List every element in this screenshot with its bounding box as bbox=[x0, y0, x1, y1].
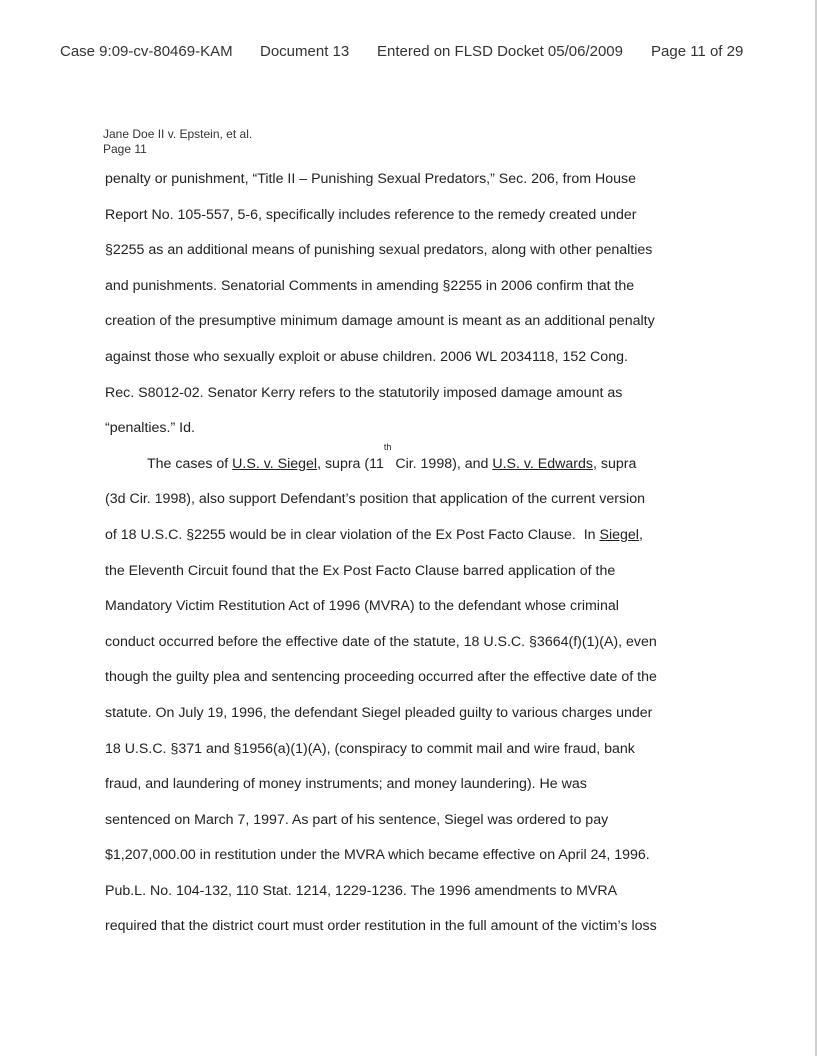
case-citation-siegel: U.S. v. Siegel bbox=[232, 455, 318, 472]
text-line: penalty or punishment, “Title II – Punishing Sexual Predators,” Sec. 206, from House bbox=[105, 171, 636, 187]
text-line: conduct occurred before the effective date of the statute, 18 U.S.C. §3664(f)(1)(A), even bbox=[105, 633, 657, 650]
caption-page: Page 11 bbox=[103, 142, 147, 156]
text-line: sentenced on March 7, 1997. As part of his sentence, Siegel was ordered to pay bbox=[105, 811, 609, 828]
text-line: (3d Cir. 1998), also support Defendant’s position that application of the current version bbox=[105, 491, 645, 508]
text-line: Rec. S8012-02. Senator Kerry refers to the statutorily imposed damage amount as bbox=[105, 384, 623, 401]
docket-entry-date: Entered on FLSD Docket 05/06/2009 bbox=[377, 43, 623, 60]
text-run: , bbox=[638, 526, 643, 543]
text-line: and punishments. Senatorial Comments in amending §2255 in 2006 confirm that the bbox=[105, 277, 635, 294]
docket-header bbox=[60, 43, 760, 60]
ordinal-superscript: th bbox=[383, 441, 392, 452]
case-caption bbox=[103, 127, 252, 157]
text-line: though the guilty plea and sentencing proceeding occurred after the effective date of the bbox=[105, 669, 657, 686]
text-run: of 18 U.S.C. §2255 would be in clear violation of the Ex Post Facto Clause. In bbox=[105, 526, 600, 543]
text-run: , supra (11 bbox=[317, 455, 384, 472]
text-line: against those who sexually exploit or abuse children. 2006 WL 2034118, 152 Cong. bbox=[105, 348, 628, 365]
page-indicator: Page 11 of 29 bbox=[651, 43, 744, 60]
text-line: 18 U.S.C. §371 and §1956(a)(1)(A), (conspiracy to commit mail and wire fraud, bank bbox=[105, 740, 635, 757]
text-run: The cases of bbox=[147, 455, 233, 472]
text-line: Mandatory Victim Restitution Act of 1996 (MVRA) to the defendant whose criminal bbox=[105, 598, 619, 615]
text-line bbox=[105, 518, 713, 554]
text-line: creation of the presumptive minimum damage amount is meant as an additional penalty bbox=[105, 313, 655, 330]
text-line: Pub.L. No. 104-132, 110 Stat. 1214, 1229-1236. The 1996 amendments to MVRA bbox=[105, 882, 618, 899]
text-line: “penalties.” Id. bbox=[105, 420, 195, 437]
paragraph-2-first-line bbox=[105, 441, 713, 483]
case-citation-edwards: U.S. v. Edwards bbox=[492, 455, 593, 472]
case-citation-siegel: Siegel bbox=[599, 526, 639, 543]
text-line: $1,207,000.00 in restitution under the MVRA which became effective on April 24, 1996. bbox=[105, 847, 650, 864]
text-run: Cir. 1998), and bbox=[391, 455, 493, 472]
text-line: statute. On July 19, 1996, the defendant Siegel pleaded guilty to various charges under bbox=[105, 704, 653, 721]
text-line: fraud, and laundering of money instruments; and money laundering). He was bbox=[105, 776, 587, 793]
caption-title: Jane Doe II v. Epstein, et al. bbox=[103, 127, 253, 141]
text-line: required that the district court must order restitution in the full amount of the victim’s loss bbox=[105, 918, 657, 935]
document-body bbox=[105, 162, 713, 945]
case-number: Case 9:09-cv-80469-KAM bbox=[60, 43, 233, 60]
text-line: §2255 as an additional means of punishing sexual predators, along with other penalties bbox=[105, 242, 653, 259]
text-line: the Eleventh Circuit found that the Ex Post Facto Clause barred application of the bbox=[105, 562, 616, 579]
text-run: , supra bbox=[592, 455, 637, 472]
text-line: Report No. 105-557, 5-6, specifically includes reference to the remedy created under bbox=[105, 206, 637, 223]
document-number: Document 13 bbox=[260, 43, 350, 60]
